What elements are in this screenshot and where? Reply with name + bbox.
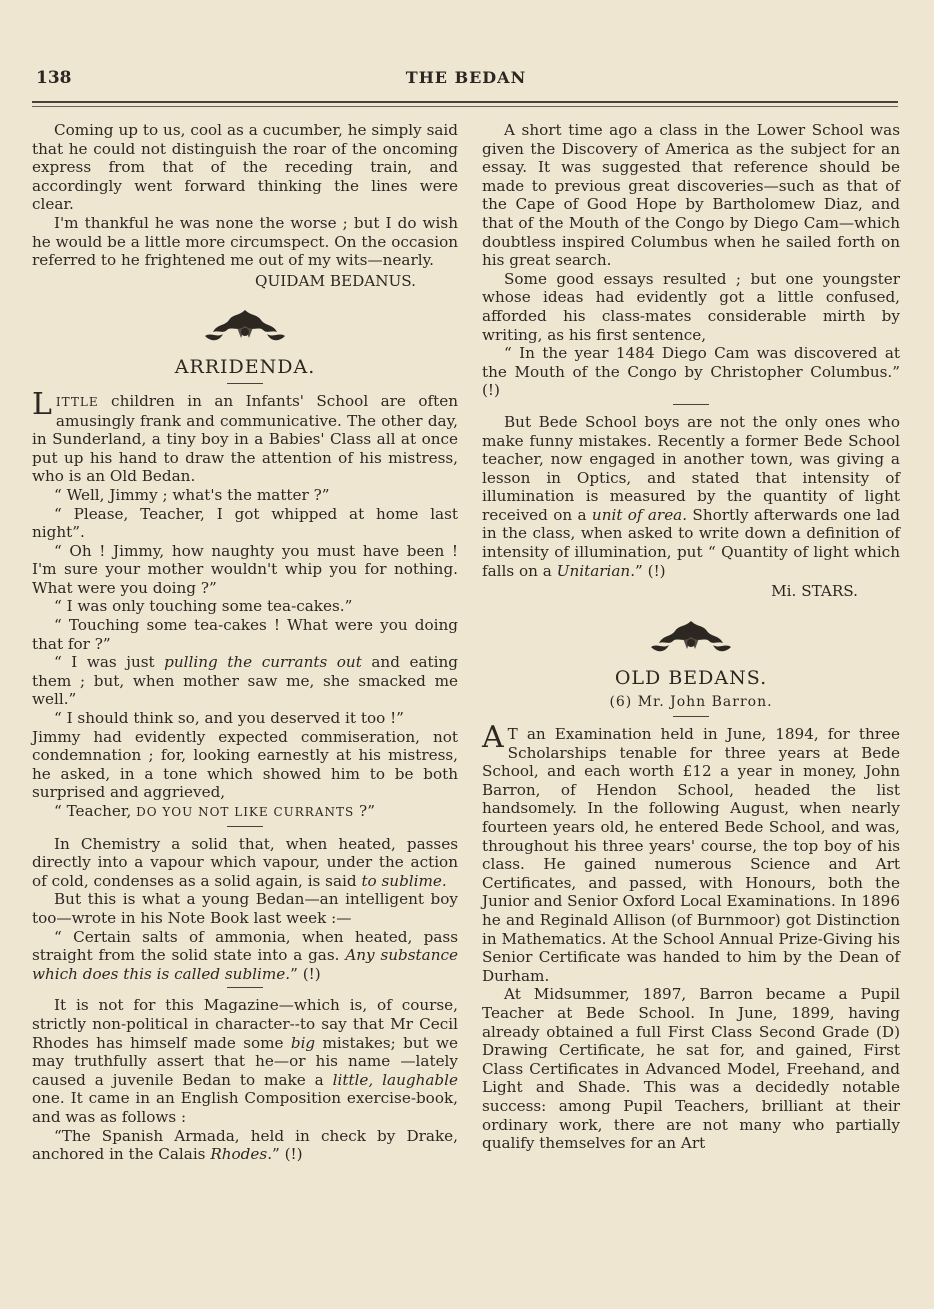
paragraph: In Chemistry a solid that, when heated, passes directly into a vapour which vapour, under the action of cold, condenses as a solid again, is said to sublime. <box>32 834 458 890</box>
paragraph: “ In the year 1484 Diego Cam was discovered at the Mouth of the Congo by Christopher Columbus.” (!) <box>482 344 900 400</box>
paragraph: “ Oh ! Jimmy, how naughty you must have been ! I'm sure your mother wouldn't whip you for nothing. What were you doing ?” <box>32 541 458 597</box>
ornament-icon <box>482 613 900 661</box>
short-rule <box>227 383 263 384</box>
ornament-icon <box>32 302 458 350</box>
paragraph: “ Teacher, DO YOU NOT LIKE CURRANTS ?” <box>54 802 375 820</box>
paragraph: “ Well, Jimmy ; what's the matter ?” <box>54 485 330 504</box>
signature: QUIDAM BEDANUS. <box>255 271 416 290</box>
paragraph: At Midsummer, 1897, Barron became a Pupil Teacher at Bede School. In June, 1899, having already obtained a full First Class Second Grade (D) Drawing Certificate, he sat for, and gained, First Class Certificates in Advanced Model, Freehand, and Light and Shade. This was a decidedly notable success: among Pupil Teachers, brilliant at their ordinary work, there are not many who partially qualify themselves for an Art <box>482 985 900 1153</box>
short-rule <box>673 716 709 717</box>
short-rule <box>227 826 263 827</box>
paragraph: I'm thankful he was none the worse ; but I do wish he would be a little more circumspect. On the occasion referred to he frightened me out of my wits—nearly. <box>32 213 458 270</box>
paragraph: “ I was only touching some tea-cakes.” <box>54 597 353 616</box>
paragraph: Coming up to us, cool as a cucumber, he simply said that he could not distinguish the roar of the oncoming express from that of the receding train, and accordingly went forward thinking the lines were clear. <box>32 121 458 214</box>
paragraph: It is not for this Magazine—which is, of course, strictly non-political in character--to say that Mr Cecil Rhodes has himself made some big mistakes; but we may truthfully assert that he—or his name —lately caused a juvenile Bedan to make a little, laughable one. It came in an English Composition exercise-book, and was as follows : <box>32 996 458 1126</box>
short-rule <box>227 987 263 988</box>
page-header <box>32 64 900 94</box>
paragraph: “ Certain salts of ammonia, when heated, pass straight from the solid state into a gas. Any substance which does this is called sublime.” (!) <box>32 927 458 983</box>
paragraph: A T an Examination held in June, 1894, for three Scholarships tenable for three years at Bede School, and each worth £12 a year in money, John Barron, of Hendon School, headed the list handsomely. In the following August, when nearly fourteen years old, he entered Bede School, and was, throughout his three years' course, the top boy of his class. He gained numerous Science and Art Certificates, and passed, with Honours, both the Junior and Senior Oxford Local Examinations. In 1896 he and Reginald Allison (of Burnmoor) got Distinction in Mathematics. At the School Annual Prize-Giving his Senior Certificate was handed to him by the Dean of Durham. <box>482 720 901 985</box>
paragraph: A short time ago a class in the Lower School was given the Discovery of America as the subject for an essay. It was suggested that reference should be made to previous great discoveries—such as that of the Cape of Good Hope by Bartholomew Diaz, and that of the Mouth of the Congo by Diego Cam—which doubtless inspired Columbus when he sailed forth on his great search. <box>482 121 900 270</box>
drop-cap: L <box>32 386 52 422</box>
page-number: 138 <box>36 68 72 88</box>
drop-cap: A <box>482 720 504 756</box>
paragraph: “ I was just pulling the currants out and eating them ; but, when mother saw me, she smacked me well.” <box>32 653 458 709</box>
paragraph: But Bede School boys are not the only ones who make funny mistakes. Recently a former Bede School teacher, now engaged in another town, was giving a lesson in Optics, and stated that intensity of illumination is measured by the quantity of light received on a unit of area. Shortly afterwards one lad in the class, when asked to write down a definition of intensity of illumination, put “ Quantity of light which falls on a Unitarian.” (!) <box>482 412 900 580</box>
header-rule-thin <box>32 106 898 107</box>
header-rule <box>32 101 898 103</box>
short-rule <box>673 404 709 405</box>
running-title: THE BEDAN <box>405 68 527 87</box>
section-subtitle: (6) Mr. John Barron. <box>609 694 773 711</box>
paragraph: But this is what a young Bedan—an intelligent boy too—wrote in his Note Book last week :— <box>32 890 458 927</box>
section-title: ARRIDENDA. <box>174 356 316 379</box>
right-column <box>482 121 900 1153</box>
paragraph: Jimmy had evidently expected commiseration, not condemnation ; for, looking earnestly at his mistress, he asked, in a tone which showed him to be both surprised and aggrieved, <box>32 727 458 802</box>
paragraph: “The Spanish Armada, held in check by Drake, anchored in the Calais Rhodes.” (!) <box>32 1126 458 1164</box>
paragraph: “ I should think so, and you deserved it too !” <box>54 709 404 728</box>
paragraph: “ Touching some tea-cakes ! What were you doing that for ?” <box>32 616 458 653</box>
paragraph: Some good essays resulted ; but one youngster whose ideas had evidently got a little confused, afforded his class-mates considerable mirth by writing, as his first sentence, <box>482 269 900 344</box>
signature: Mi. STARS. <box>771 582 858 601</box>
paragraph: LITTLE children in an Infants' School are often amusingly frank and communicative. The other day, in Sunderland, a tiny boy in a Babies' Class all at once put up his hand to draw the attention of his mistress, who is an Old Bedan. <box>32 386 458 486</box>
section-title: OLD BEDANS. <box>614 666 768 689</box>
left-column <box>32 121 458 1164</box>
paragraph: “ Please, Teacher, I got whipped at home last night”. <box>32 504 458 542</box>
